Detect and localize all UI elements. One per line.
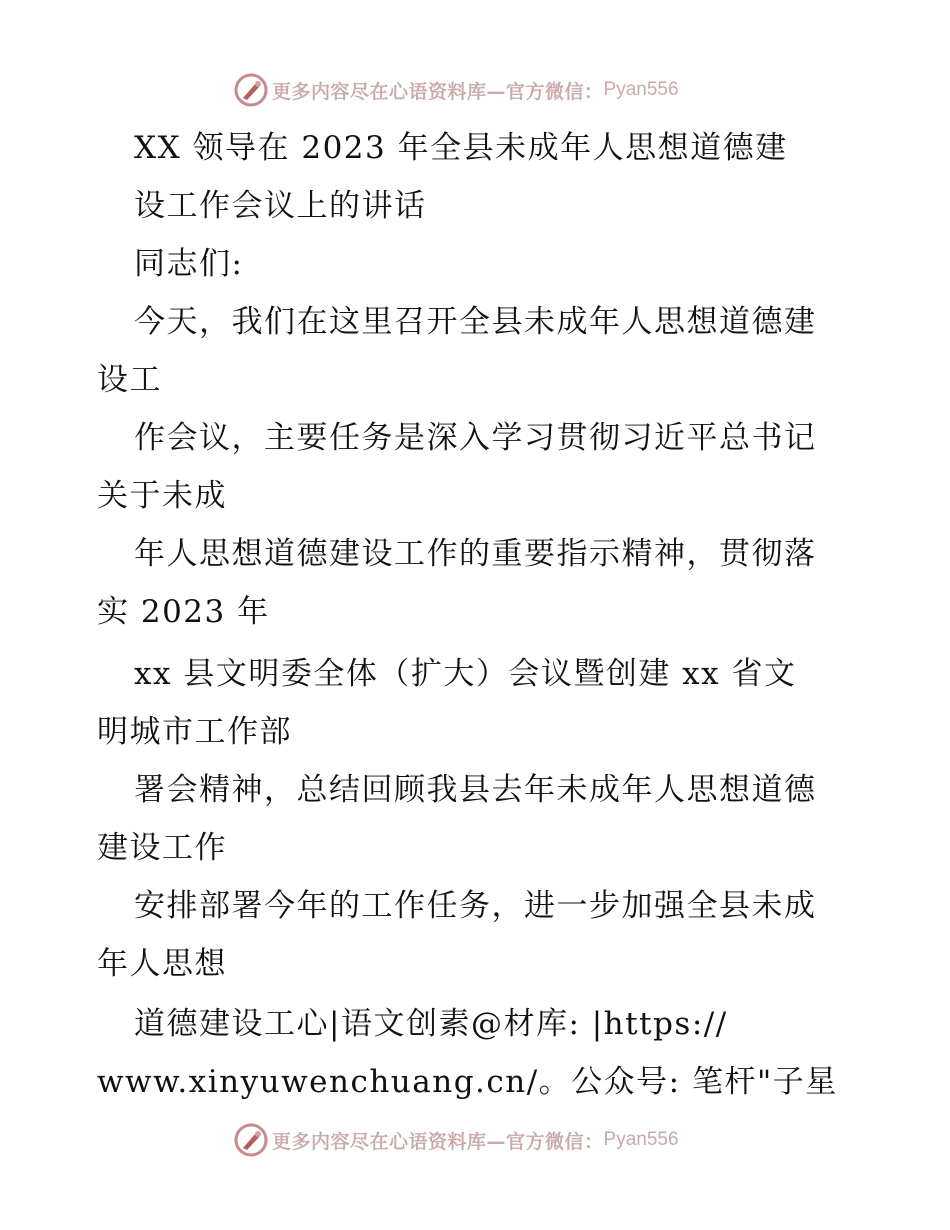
- text-line: 明城市工作部: [97, 714, 292, 750]
- text-line: 今天，我们在这里召开全县未成年人思想道德建: [134, 304, 817, 340]
- text-line: 署会精神，总结回顾我县去年未成年人思想道德: [134, 772, 817, 808]
- pen-logo-icon: [234, 1123, 268, 1157]
- text-line: 作会议，主要任务是深入学习贯彻习近平总书记: [134, 420, 817, 456]
- header-watermark: [234, 72, 679, 108]
- text-line: 年人思想道德建设工作的重要指示精神，贯彻落: [134, 536, 817, 572]
- title-line-2: 设工作会议上的讲话: [134, 188, 427, 224]
- text-line: 设工: [97, 362, 162, 398]
- watermark-text: 更多内容尽在心语资料库—官方微信：: [272, 80, 604, 103]
- salutation: 同志们:: [134, 246, 244, 282]
- title-line-1: XX 领导在 2023 年全县未成年人思想道德建: [134, 130, 788, 166]
- watermark-wechat-id: Pyan556: [603, 79, 679, 100]
- text-line: www.xinyuwenchuang.cn/。公众号: 笔杆"子星: [97, 1064, 838, 1100]
- text-line: xx 县文明委全体（扩大）会议暨创建 xx 省文: [134, 656, 797, 692]
- text-line: 年人思想: [97, 946, 227, 982]
- footer-watermark: [234, 1122, 679, 1158]
- pen-logo-icon: [234, 73, 268, 107]
- text-line: 实 2023 年: [97, 594, 270, 630]
- watermark-text: 更多内容尽在心语资料库—官方微信：: [272, 1130, 604, 1153]
- text-line: 道德建设工心|语文创素@材库: |https://: [134, 1006, 728, 1042]
- watermark-wechat-id: Pyan556: [603, 1129, 679, 1150]
- text-line: 关于未成: [97, 478, 227, 514]
- text-line: 建设工作: [97, 830, 227, 866]
- text-line: 安排部署今年的工作任务，进一步加强全县未成: [134, 888, 817, 924]
